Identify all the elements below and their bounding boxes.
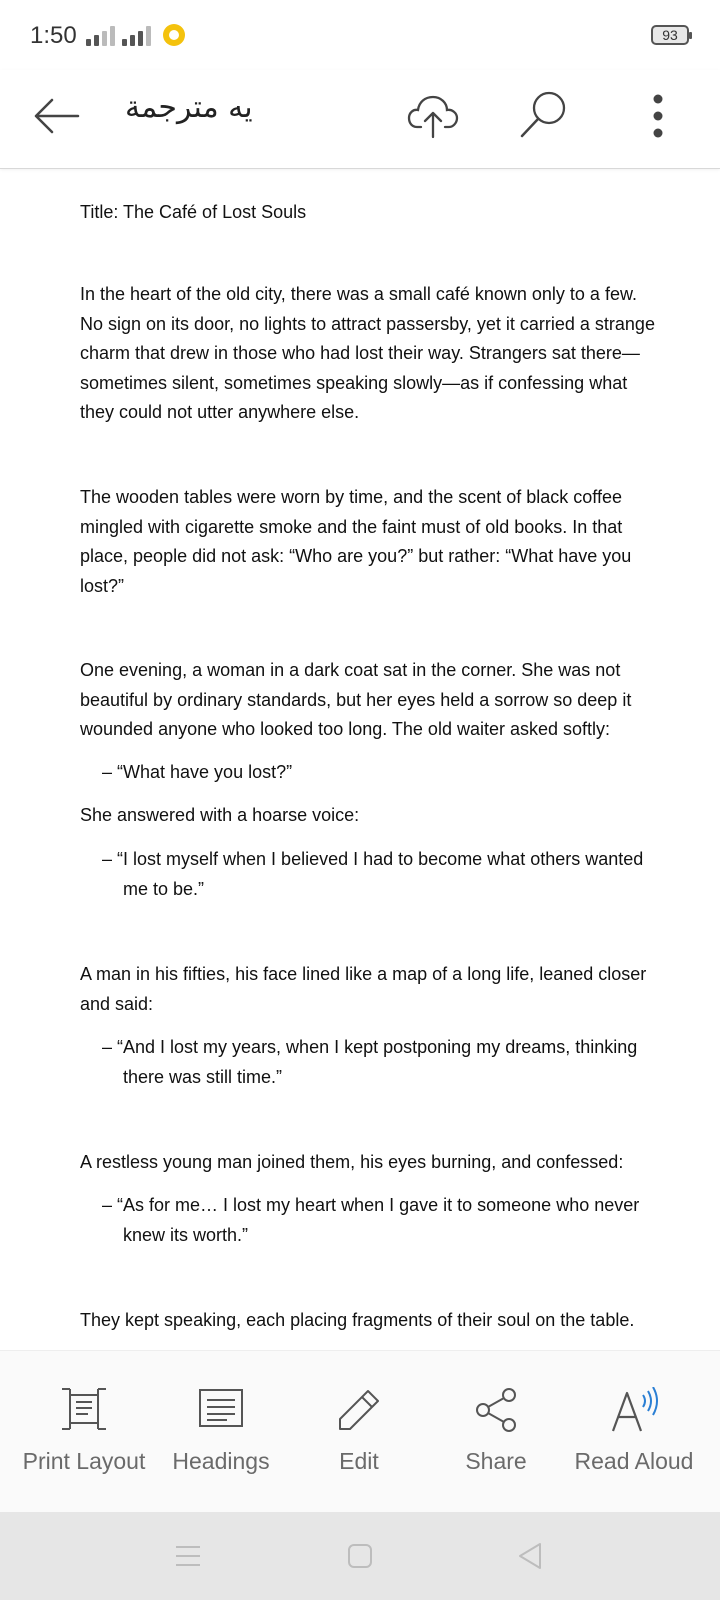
battery-icon: 93 [651,25,689,45]
print-layout-label: Print Layout [22,1448,146,1474]
status-time: 1:50 [30,22,77,49]
paragraph-3: One evening, a woman in a dark coat sat in the corner. She was not beautiful by ordinary standards, but her eyes held a sorrow so deep it wounded anyone who looked too long. The old waiter asked softly: [80,660,632,739]
quote-1: – “What have you lost?” [102,762,293,782]
status-bar [0,0,720,70]
share-icon [473,1387,519,1433]
menu-icon [175,1544,201,1568]
document-title[interactable]: يه مترجمة [125,90,253,125]
app-bar [0,70,720,169]
paragraph-7: They kept speaking, each placing fragments of their soul on the table. [80,1310,635,1330]
more-vertical-icon [651,94,665,138]
back-button[interactable] [28,88,84,144]
nav-home-button[interactable] [340,1532,380,1580]
share-label: Share [465,1448,527,1474]
pencil-icon [336,1387,382,1433]
headings-icon [197,1387,245,1429]
home-square-icon [347,1543,373,1569]
notification-icon [163,24,185,46]
nav-menu-button[interactable] [168,1532,208,1580]
quote-2: – “I lost myself when I believed I had to become what others wanted me to be.” [102,849,644,899]
more-options-button[interactable] [632,86,684,146]
paragraph-6: A restless young man joined them, his eyes burning, and confessed: [80,1152,624,1172]
bottom-toolbar [0,1350,720,1513]
paragraph-5: A man in his fifties, his face lined like a map of a long life, leaned closer and said: [80,964,647,1014]
print-layout-button[interactable] [14,1351,154,1513]
cloud-upload-icon [407,93,459,139]
system-nav-bar [0,1512,720,1600]
edit-button[interactable] [289,1351,429,1513]
edit-label: Edit [339,1448,379,1474]
search-icon [519,89,569,139]
quote-4: – “As for me… I lost my heart when I gave it to someone who never knew its worth.” [102,1195,640,1245]
headings-button[interactable] [151,1351,291,1513]
doc-title-line: Title: The Café of Lost Souls [80,202,307,222]
read-aloud-button[interactable] [564,1351,704,1513]
paragraph-4: She answered with a hoarse voice: [80,805,360,825]
nav-back-button[interactable] [510,1532,550,1580]
back-triangle-icon [517,1542,543,1570]
arrow-left-icon [32,96,80,136]
read-aloud-icon [609,1387,659,1433]
paragraph-2: The wooden tables were worn by time, and the scent of black coffee mingled with cigarette smoke and the faint must of old books. In that place, people did not ask: “Who are you?” but rather: “What have you lost?” [80,487,632,596]
paragraph-1: In the heart of the old city, there was a small café known only to a few. No sign on its door, no lights to attract passersby, yet it carried a strange charm that drew in those who had lost their way. Strangers sat there—sometimes silent, sometimes speaking slowly—as if confessing what they could not utter anywhere else. [80,284,655,422]
document-content[interactable] [80,168,660,1350]
quote-3: – “And I lost my years, when I kept postponing my dreams, thinking there was still time.” [102,1037,638,1087]
read-aloud-label: Read Aloud [574,1448,694,1474]
search-button[interactable] [516,84,572,144]
print-layout-icon [60,1387,108,1431]
upload-button[interactable] [405,86,461,146]
headings-label: Headings [172,1448,270,1474]
share-button[interactable] [426,1351,566,1513]
